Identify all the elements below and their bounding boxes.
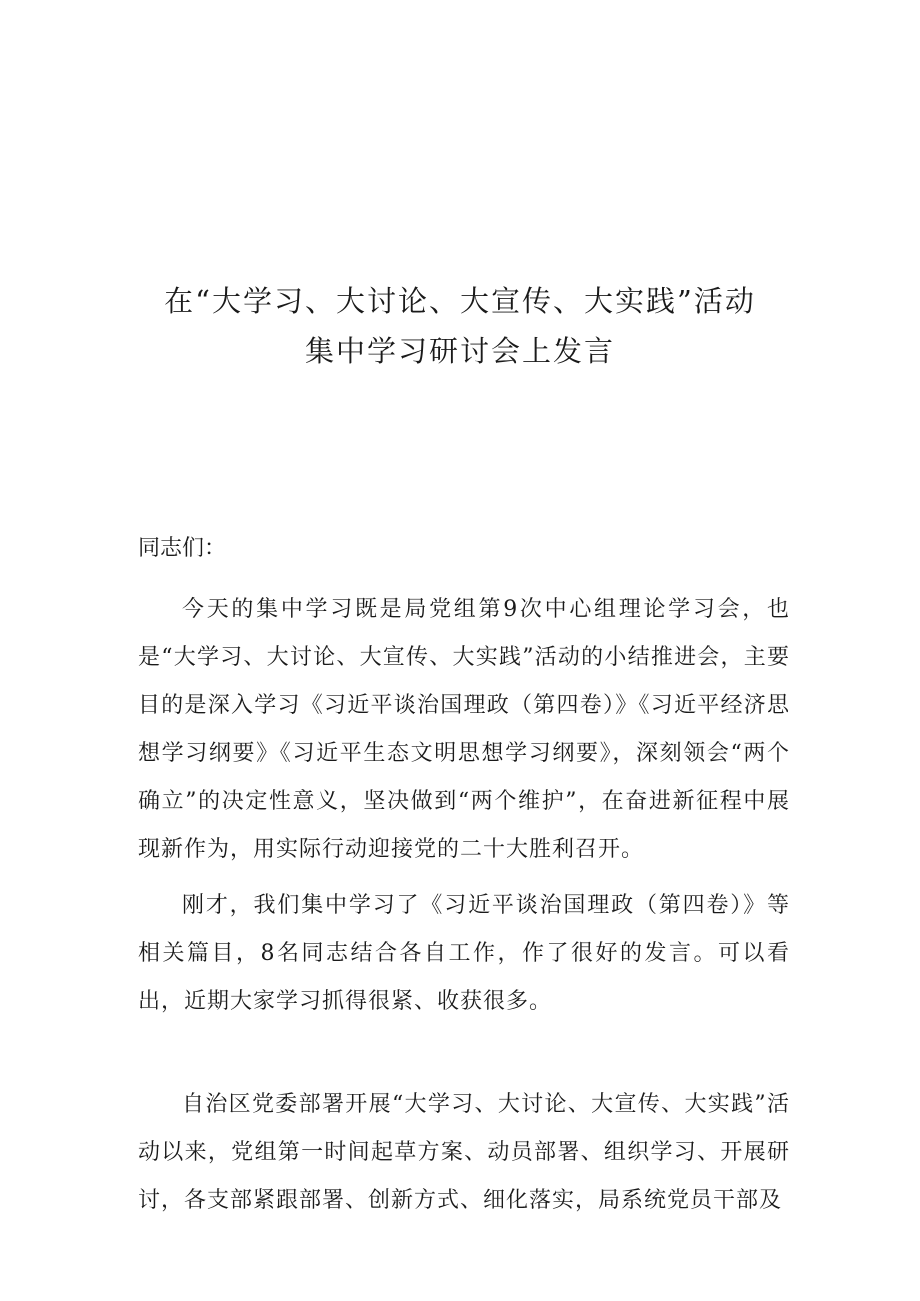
- salutation: 同志们：: [138, 536, 227, 561]
- title-line-2: 集中学习研讨会上发言: [304, 334, 615, 368]
- title-line-1: 在“大学习、大讨论、大宣传、大实践”活动: [164, 284, 756, 318]
- paragraph-2: 刚才，我们集中学习了《习近平谈治国理政（第四卷）》等相关篇目，8名同志结合各自工作，作了很好的发言。可以看出，近期大家学习抓得很紧、收获很多。: [138, 893, 790, 1014]
- paragraph-3: 自治区党委部署开展“大学习、大讨论、大宣传、大实践”活动以来，党组第一时间起草方案、动员部署、组织学习、开展研讨，各支部紧跟部署、创新方式、细化落实，局系统党员干部及: [138, 1092, 790, 1213]
- paragraph-1: 今天的集中学习既是局党组第9次中心组理论学习会，也是“大学习、大讨论、大宣传、大实践”活动的小结推进会，主要目的是深入学习《习近平谈治国理政（第四卷）》《习近平经济思想学习纲要》《习近平生态文明思想学习纲要》，深刻领会“两个确立”的决定性意义，坚决做到“两个维护”，在奋进新征程中展现新作为，用实际行动迎接党的二十大胜利召开。: [138, 597, 790, 862]
